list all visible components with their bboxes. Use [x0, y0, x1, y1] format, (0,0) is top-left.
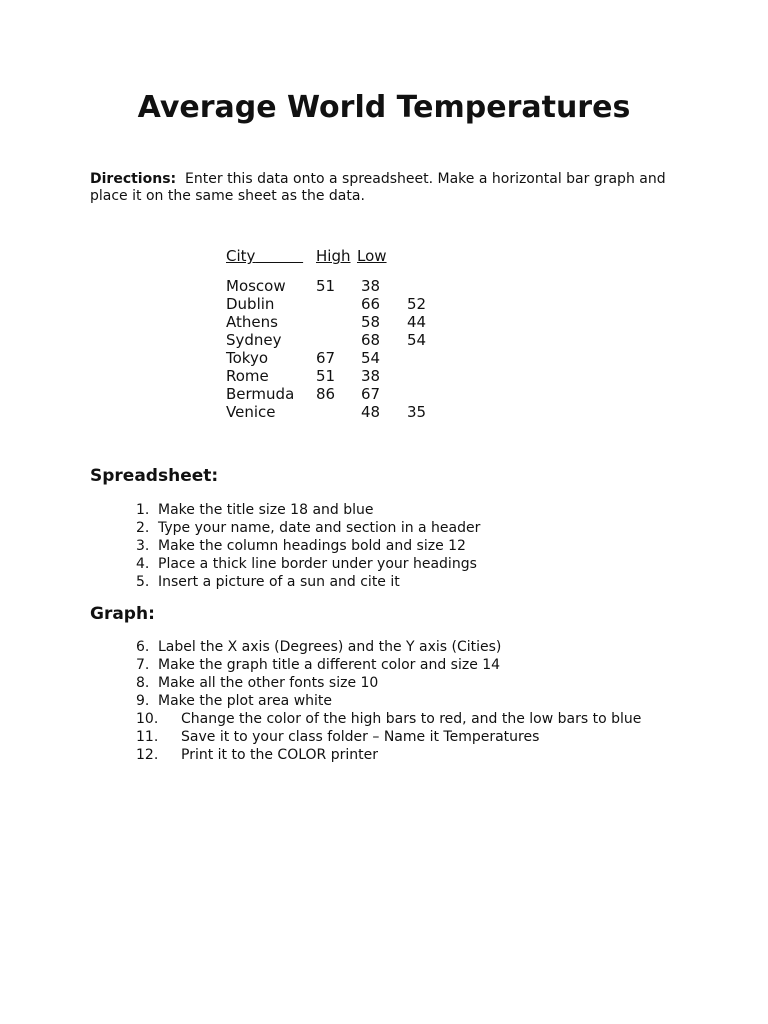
value-cell: 38: [361, 277, 381, 295]
item-text: Make the title size 18 and blue: [158, 502, 374, 518]
item-number: 11.: [136, 729, 159, 745]
value-cell: 51: [316, 367, 336, 385]
item-number: 9.: [136, 693, 150, 709]
list-item: [136, 537, 466, 555]
value-cell: 58: [361, 313, 381, 331]
value-cell: 51: [316, 277, 336, 295]
item-text: Place a thick line border under your headings: [158, 556, 477, 572]
list-item: [136, 656, 500, 674]
item-number: 10.: [136, 711, 159, 727]
list-item: [136, 674, 378, 692]
city-cell: Moscow: [226, 277, 286, 295]
value-cell: 67: [361, 385, 381, 403]
list-item: [136, 573, 400, 591]
item-text: Label the X axis (Degrees) and the Y axis (Cities): [158, 639, 502, 655]
list-item: [136, 746, 378, 764]
value-cell: 86: [316, 385, 336, 403]
item-text: Insert a picture of a sun and cite it: [158, 574, 400, 590]
graph-heading: Graph:: [90, 604, 155, 624]
item-text: Make all the other fonts size 10: [158, 675, 379, 691]
directions-text: Enter this data onto a spreadsheet. Make a horizontal bar graph and place it on the same sheet as the data.: [90, 171, 666, 204]
list-item: [136, 638, 501, 656]
item-number: 12.: [136, 747, 159, 763]
list-item: [136, 519, 480, 537]
value-cell: 67: [316, 349, 336, 367]
city-cell: Athens: [226, 313, 278, 331]
city-cell: Venice: [226, 403, 276, 421]
value-cell: 52: [407, 295, 427, 313]
item-text: Print it to the COLOR printer: [181, 747, 378, 763]
city-cell: Sydney: [226, 331, 282, 349]
header-city: City: [226, 247, 256, 265]
directions-paragraph: [90, 171, 690, 205]
value-cell: 68: [361, 331, 381, 349]
item-number: 8.: [136, 675, 150, 691]
city-cell: Tokyo: [226, 349, 268, 367]
item-number: 1.: [136, 502, 150, 518]
item-number: 7.: [136, 657, 150, 673]
directions-label: Directions:: [90, 171, 177, 187]
list-item: [136, 692, 332, 710]
page-title: Average World Temperatures: [137, 90, 631, 125]
item-text: Make the plot area white: [158, 693, 333, 709]
city-cell: Dublin: [226, 295, 275, 313]
value-cell: 54: [407, 331, 427, 349]
item-text: Make the column headings bold and size 12: [158, 538, 466, 554]
item-text: Make the graph title a different color and size 14: [158, 657, 501, 673]
header-high: High: [316, 247, 351, 265]
item-number: 5.: [136, 574, 150, 590]
city-cell: Rome: [226, 367, 269, 385]
spreadsheet-heading: Spreadsheet:: [90, 466, 219, 486]
item-number: 3.: [136, 538, 150, 554]
item-number: 6.: [136, 639, 150, 655]
item-number: 2.: [136, 520, 150, 536]
value-cell: 44: [407, 313, 427, 331]
list-item: [136, 501, 374, 519]
value-cell: 35: [407, 403, 427, 421]
city-cell: Bermuda: [226, 385, 295, 403]
list-item: [136, 728, 539, 746]
value-cell: 38: [361, 367, 381, 385]
item-text: Type your name, date and section in a header: [158, 520, 481, 536]
list-item: [136, 710, 641, 728]
value-cell: 66: [361, 295, 381, 313]
item-number: 4.: [136, 556, 150, 572]
header-low: Low: [357, 247, 387, 265]
item-text: Change the color of the high bars to red, and the low bars to blue: [181, 711, 642, 727]
value-cell: 48: [361, 403, 381, 421]
item-text: Save it to your class folder – Name it Temperatures: [181, 729, 540, 745]
value-cell: 54: [361, 349, 381, 367]
list-item: [136, 555, 477, 573]
